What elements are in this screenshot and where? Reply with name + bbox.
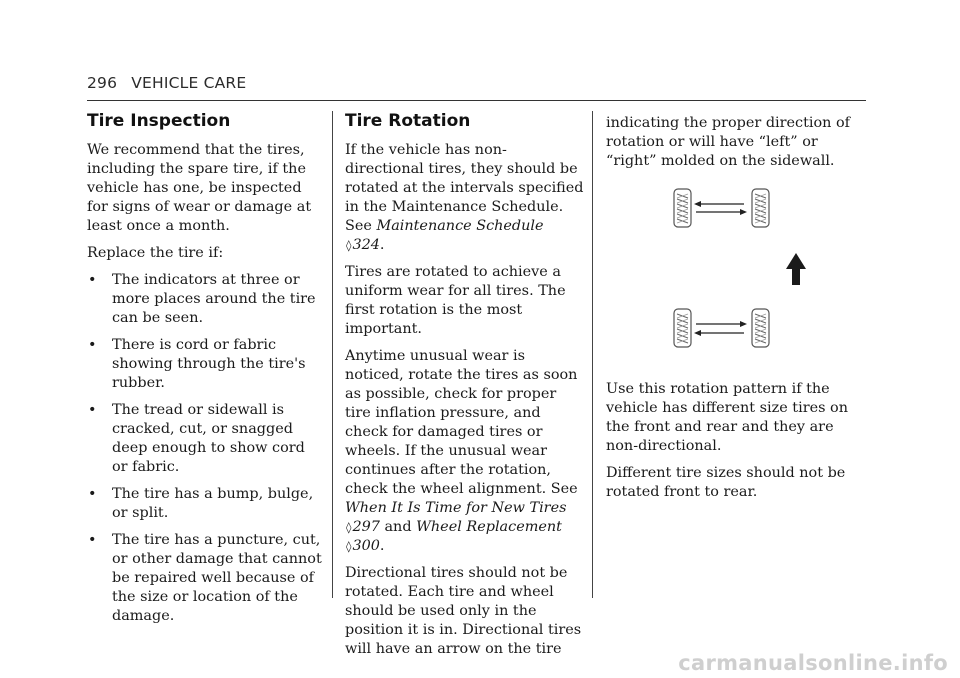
new-tires-link[interactable]: When It Is Time for New Tires ◊297 bbox=[345, 500, 567, 535]
replace-conditions-list bbox=[87, 271, 323, 626]
rear-right-tire-icon bbox=[752, 309, 769, 347]
tire-rotation-heading: Tire Rotation bbox=[345, 111, 471, 131]
bullet-icon: • bbox=[88, 337, 97, 353]
column-1 bbox=[87, 110, 323, 634]
watermark: carmanualsonline.info bbox=[678, 651, 948, 675]
rotation-paragraph-1: If the vehicle has non-directional tires, they should be rotated at the intervals specified in the Maintenance Schedule. See Maintenance Schedule ◊324. bbox=[345, 142, 584, 253]
rotation-pattern-diagram bbox=[666, 183, 816, 353]
wheel-replacement-link[interactable]: Wheel Replacement ◊300 bbox=[346, 519, 562, 554]
rotation-paragraph-5: indicating the proper direction of rotation or will have “left” or “right” molded on the sidewall. bbox=[606, 115, 850, 169]
replace-intro: Replace the tire if: bbox=[87, 245, 224, 261]
list-item: • The tread or sidewall is cracked, cut, or snagged deep enough to show cord or fabric. bbox=[88, 402, 305, 475]
column-divider-2 bbox=[592, 111, 593, 598]
bullet-icon: • bbox=[88, 272, 97, 288]
page-ref-icon: ◊ bbox=[346, 540, 352, 553]
forward-direction-arrow-icon bbox=[786, 253, 806, 285]
page-header bbox=[87, 74, 246, 92]
rotation-paragraph-3: Anytime unusual wear is noticed, rotate the tires as soon as possible, check for proper tire inflation pressure, and check for damaged tires or wheels. If the unusual wear continues after the rotation, check the wheel alignment. See When It Is Time for New Tires ◊297 and Wheel Replacement ◊300. bbox=[345, 348, 578, 554]
bullet-icon: • bbox=[88, 532, 97, 548]
bullet-icon: • bbox=[88, 402, 97, 418]
rotation-paragraph-6: Use this rotation pattern if the vehicle has different size tires on the front and rear and they are non-directional. bbox=[606, 381, 848, 454]
list-item: • There is cord or fabric showing through the tire's rubber. bbox=[88, 337, 306, 391]
tire-inspection-heading: Tire Inspection bbox=[87, 111, 231, 131]
swap-arrows-front-icon bbox=[694, 201, 747, 215]
column-3-lower bbox=[606, 380, 856, 510]
column-2 bbox=[345, 110, 585, 667]
front-right-tire-icon bbox=[752, 189, 769, 227]
page-number: 296 bbox=[87, 74, 118, 92]
maintenance-schedule-link[interactable]: Maintenance Schedule ◊324 bbox=[346, 218, 544, 253]
page-ref-icon: ◊ bbox=[346, 521, 352, 534]
section-title: VEHICLE CARE bbox=[131, 74, 247, 92]
bullet-icon: • bbox=[88, 486, 97, 502]
rotation-paragraph-4: Directional tires should not be rotated. Each tire and wheel should be used only in the position it is in. Directional tires will have an arrow on the tire bbox=[345, 565, 582, 657]
inspection-intro: We recommend that the tires, including the spare tire, if the vehicle has one, be inspected for signs of wear or damage at least once a month. bbox=[87, 142, 312, 234]
list-item: • The tire has a bump, bulge, or split. bbox=[88, 486, 314, 521]
rear-left-tire-icon bbox=[674, 309, 691, 347]
column-3 bbox=[606, 114, 856, 171]
list-item: • The tire has a puncture, cut, or other damage that cannot be repaired well because of the size or location of the damage. bbox=[88, 532, 322, 624]
page-ref-icon: ◊ bbox=[346, 239, 352, 252]
swap-arrows-rear-icon bbox=[694, 321, 747, 336]
column-divider-1 bbox=[332, 111, 333, 598]
list-item: • The indicators at three or more places around the tire can be seen. bbox=[88, 272, 316, 326]
rotation-paragraph-7: Different tire sizes should not be rotated front to rear. bbox=[606, 465, 846, 500]
header-rule bbox=[87, 100, 866, 101]
front-left-tire-icon bbox=[674, 189, 691, 227]
rotation-paragraph-2: Tires are rotated to achieve a uniform wear for all tires. The first rotation is the most important. bbox=[345, 264, 566, 337]
